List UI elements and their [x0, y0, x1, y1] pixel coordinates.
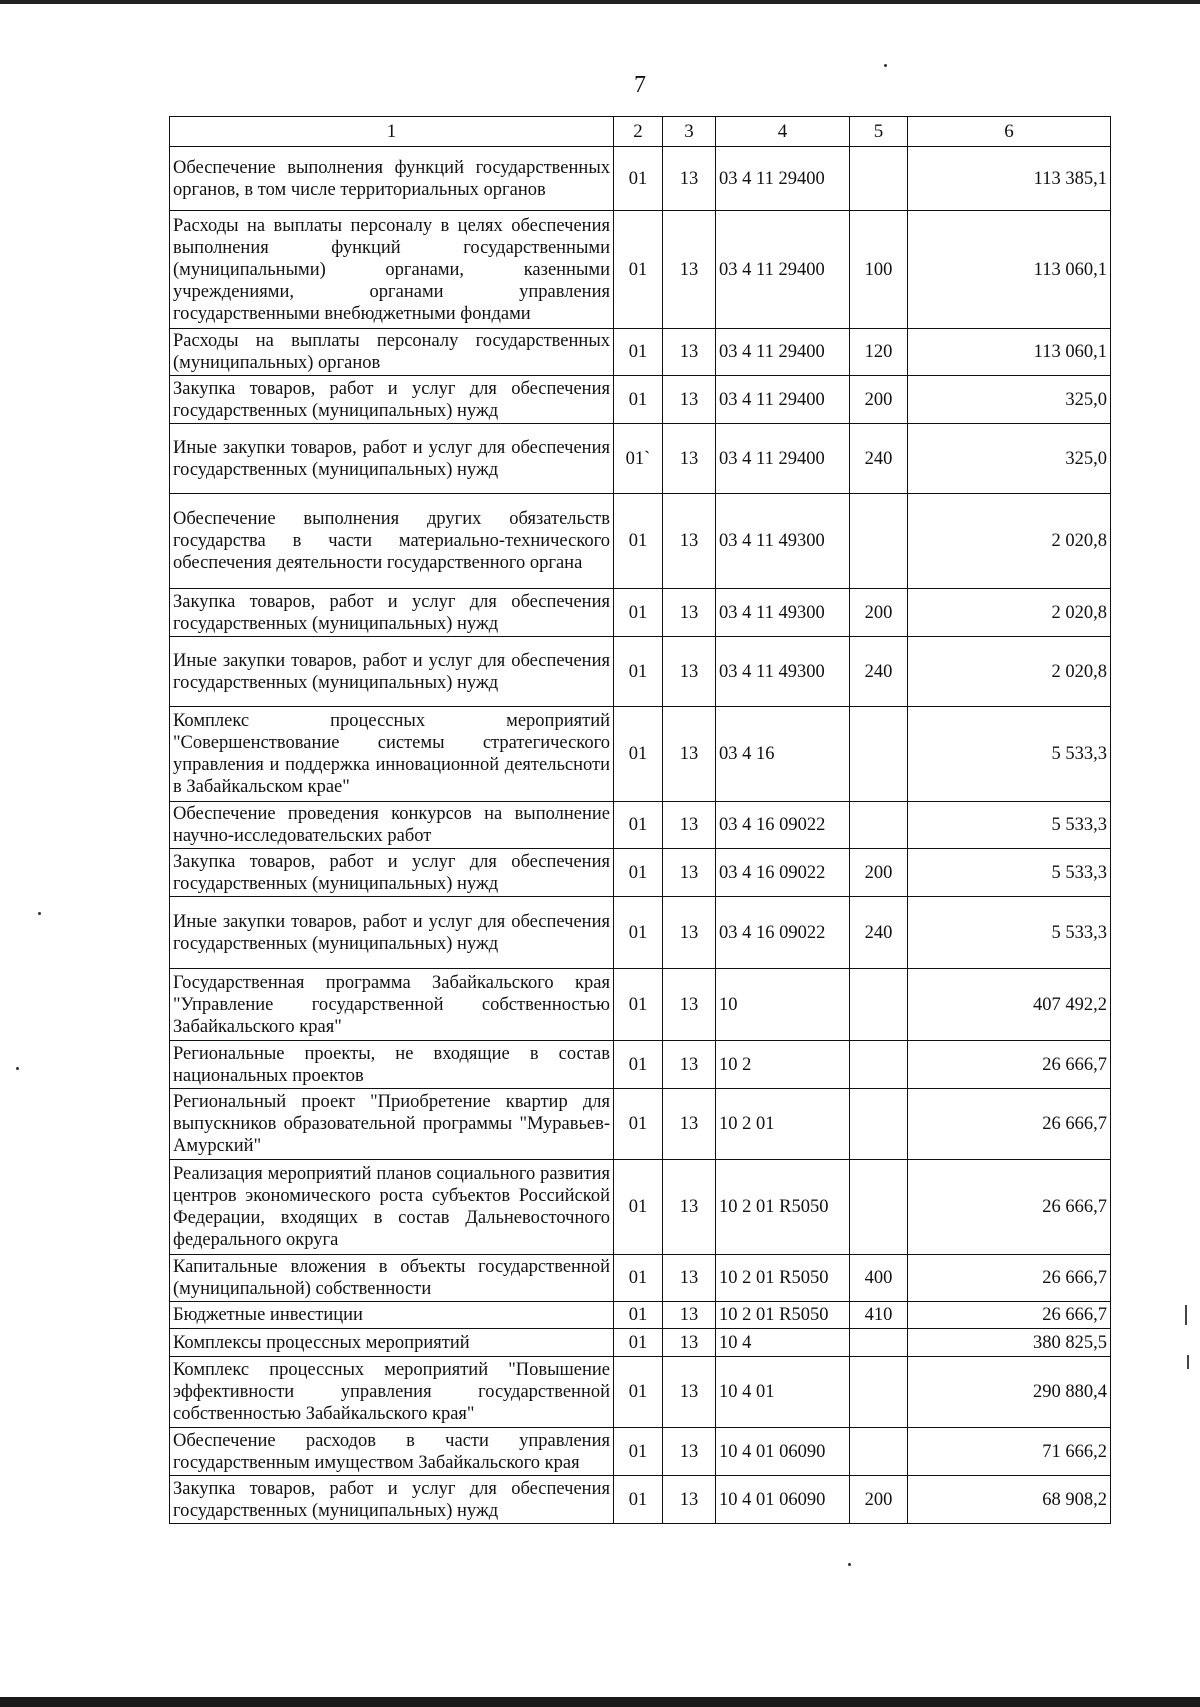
expense-type-code	[850, 147, 908, 211]
amount: 2 020,8	[908, 494, 1111, 589]
header-col-4: 4	[716, 117, 850, 147]
subsection-code: 13	[663, 1160, 716, 1255]
amount: 68 908,2	[908, 1476, 1111, 1524]
subsection-code: 13	[663, 707, 716, 802]
table-row	[170, 637, 1111, 707]
section-code: 01	[614, 637, 663, 707]
expense-name: Региональный проект "Приобретение квартир для выпускников образовательной программы "Муравьев-Амурский"	[170, 1089, 614, 1160]
target-article-code: 10 4 01	[716, 1357, 850, 1428]
expense-type-code: 200	[850, 849, 908, 897]
subsection-code: 13	[663, 1089, 716, 1160]
section-code: 01	[614, 1357, 663, 1428]
expense-type-code	[850, 969, 908, 1041]
table-row	[170, 1357, 1111, 1428]
scan-top-edge	[0, 0, 1200, 4]
section-code: 01	[614, 707, 663, 802]
expense-type-code	[850, 1357, 908, 1428]
target-article-code: 03 4 11 29400	[716, 329, 850, 376]
target-article-code: 03 4 11 49300	[716, 494, 850, 589]
header-col-2: 2	[614, 117, 663, 147]
target-article-code: 03 4 11 29400	[716, 211, 850, 329]
amount: 113 385,1	[908, 147, 1111, 211]
scan-speck	[884, 64, 887, 67]
table-row	[170, 1329, 1111, 1357]
table-row	[170, 147, 1111, 211]
section-code: 01	[614, 1428, 663, 1476]
expense-name: Обеспечение выполнения функций государственных органов, в том числе территориальных органов	[170, 147, 614, 211]
subsection-code: 13	[663, 1329, 716, 1357]
scan-speck	[16, 1067, 19, 1070]
target-article-code: 03 4 11 49300	[716, 589, 850, 637]
expense-type-code	[850, 707, 908, 802]
section-code: 01	[614, 1329, 663, 1357]
expense-name: Расходы на выплаты персоналу в целях обеспечения выполнения функций государственными (муниципальными) органами, казенными учреждениями, органами управления государственными внебюджетными фондами	[170, 211, 614, 329]
scan-edge-mark	[1187, 1355, 1189, 1369]
expense-name: Капитальные вложения в объекты государственной (муниципальной) собственности	[170, 1255, 614, 1302]
target-article-code: 10 2 01	[716, 1089, 850, 1160]
table-row	[170, 1160, 1111, 1255]
section-code: 01	[614, 969, 663, 1041]
subsection-code: 13	[663, 494, 716, 589]
section-code: 01	[614, 1160, 663, 1255]
expense-type-code	[850, 1428, 908, 1476]
table-row	[170, 494, 1111, 589]
expense-name: Закупка товаров, работ и услуг для обеспечения государственных (муниципальных) нужд	[170, 376, 614, 424]
amount: 113 060,1	[908, 329, 1111, 376]
table-row	[170, 1428, 1111, 1476]
expense-type-code	[850, 494, 908, 589]
expense-type-code: 100	[850, 211, 908, 329]
expense-name: Обеспечение расходов в части управления государственным имуществом Забайкальского края	[170, 1428, 614, 1476]
expense-type-code: 240	[850, 637, 908, 707]
amount: 407 492,2	[908, 969, 1111, 1041]
section-code: 01	[614, 1476, 663, 1524]
amount: 71 666,2	[908, 1428, 1111, 1476]
expense-type-code: 120	[850, 329, 908, 376]
table-row	[170, 1302, 1111, 1329]
expense-name: Закупка товаров, работ и услуг для обеспечения государственных (муниципальных) нужд	[170, 589, 614, 637]
amount: 325,0	[908, 376, 1111, 424]
subsection-code: 13	[663, 1357, 716, 1428]
subsection-code: 13	[663, 849, 716, 897]
subsection-code: 13	[663, 329, 716, 376]
section-code: 01	[614, 589, 663, 637]
table-row	[170, 589, 1111, 637]
subsection-code: 13	[663, 424, 716, 494]
expense-name: Комплекс процессных мероприятий "Совершенствование системы стратегического управления и поддержка инновационной деятельсноти в Забайкальском крае"	[170, 707, 614, 802]
header-col-3: 3	[663, 117, 716, 147]
section-code: 01	[614, 897, 663, 969]
table-row	[170, 1089, 1111, 1160]
expense-name: Закупка товаров, работ и услуг для обеспечения государственных (муниципальных) нужд	[170, 849, 614, 897]
subsection-code: 13	[663, 211, 716, 329]
subsection-code: 13	[663, 1302, 716, 1329]
expense-type-code	[850, 1041, 908, 1089]
section-code: 01	[614, 376, 663, 424]
amount: 2 020,8	[908, 637, 1111, 707]
target-article-code: 10 4 01 06090	[716, 1428, 850, 1476]
subsection-code: 13	[663, 637, 716, 707]
expense-name: Комплекс процессных мероприятий "Повышение эффективности управления государственной собственностью Забайкальского края"	[170, 1357, 614, 1428]
amount: 5 533,3	[908, 897, 1111, 969]
subsection-code: 13	[663, 1255, 716, 1302]
expense-name: Расходы на выплаты персоналу государственных (муниципальных) органов	[170, 329, 614, 376]
expense-type-code: 200	[850, 589, 908, 637]
section-code: 01	[614, 849, 663, 897]
scan-edge-mark	[1185, 1305, 1187, 1325]
target-article-code: 03 4 11 29400	[716, 147, 850, 211]
target-article-code: 03 4 16	[716, 707, 850, 802]
target-article-code: 03 4 11 49300	[716, 637, 850, 707]
subsection-code: 13	[663, 589, 716, 637]
target-article-code: 03 4 16 09022	[716, 849, 850, 897]
target-article-code: 10 4	[716, 1329, 850, 1357]
table-row	[170, 376, 1111, 424]
expense-type-code	[850, 1160, 908, 1255]
section-code: 01	[614, 329, 663, 376]
section-code: 01	[614, 1041, 663, 1089]
amount: 26 666,7	[908, 1089, 1111, 1160]
expense-type-code: 410	[850, 1302, 908, 1329]
amount: 325,0	[908, 424, 1111, 494]
subsection-code: 13	[663, 969, 716, 1041]
expense-type-code: 240	[850, 424, 908, 494]
amount: 380 825,5	[908, 1329, 1111, 1357]
subsection-code: 13	[663, 376, 716, 424]
target-article-code: 10 2 01 R5050	[716, 1255, 850, 1302]
table-header-row	[170, 117, 1111, 147]
table-row	[170, 969, 1111, 1041]
expense-type-code	[850, 802, 908, 849]
table-row	[170, 1041, 1111, 1089]
table-row	[170, 1476, 1111, 1524]
section-code: 01	[614, 1089, 663, 1160]
target-article-code: 03 4 11 29400	[716, 424, 850, 494]
amount: 26 666,7	[908, 1041, 1111, 1089]
header-col-1: 1	[170, 117, 614, 147]
target-article-code: 10 4 01 06090	[716, 1476, 850, 1524]
scan-bottom-edge	[0, 1697, 1200, 1707]
expense-name: Закупка товаров, работ и услуг для обеспечения государственных (муниципальных) нужд	[170, 1476, 614, 1524]
subsection-code: 13	[663, 1476, 716, 1524]
expense-name: Иные закупки товаров, работ и услуг для обеспечения государственных (муниципальных) нужд	[170, 424, 614, 494]
section-code: 01	[614, 1302, 663, 1329]
expense-name: Государственная программа Забайкальского края "Управление государственной собственностью Забайкальского края"	[170, 969, 614, 1041]
expense-type-code: 400	[850, 1255, 908, 1302]
expense-type-code: 200	[850, 1476, 908, 1524]
amount: 5 533,3	[908, 802, 1111, 849]
expense-name: Бюджетные инвестиции	[170, 1302, 614, 1329]
table-row	[170, 1255, 1111, 1302]
target-article-code: 03 4 11 29400	[716, 376, 850, 424]
subsection-code: 13	[663, 147, 716, 211]
section-code: 01`	[614, 424, 663, 494]
expense-name: Региональные проекты, не входящие в состав национальных проектов	[170, 1041, 614, 1089]
section-code: 01	[614, 802, 663, 849]
scan-speck	[848, 1563, 851, 1566]
budget-table	[169, 116, 1111, 1524]
expense-name: Комплексы процессных мероприятий	[170, 1329, 614, 1357]
section-code: 01	[614, 494, 663, 589]
amount: 26 666,7	[908, 1302, 1111, 1329]
amount: 113 060,1	[908, 211, 1111, 329]
table-row	[170, 424, 1111, 494]
scan-speck	[38, 912, 41, 915]
table-row	[170, 707, 1111, 802]
table-row	[170, 802, 1111, 849]
subsection-code: 13	[663, 1041, 716, 1089]
amount: 5 533,3	[908, 849, 1111, 897]
expense-name: Реализация мероприятий планов социального развития центров экономического роста субъектов Российской Федерации, входящих в состав Дальневосточного федерального округа	[170, 1160, 614, 1255]
subsection-code: 13	[663, 1428, 716, 1476]
target-article-code: 03 4 16 09022	[716, 897, 850, 969]
expense-type-code	[850, 1089, 908, 1160]
target-article-code: 10 2 01 R5050	[716, 1302, 850, 1329]
expense-name: Обеспечение проведения конкурсов на выполнение научно-исследовательских работ	[170, 802, 614, 849]
table-row	[170, 849, 1111, 897]
expense-name: Обеспечение выполнения других обязательств государства в части материально-технического обеспечения деятельности государственного органа	[170, 494, 614, 589]
section-code: 01	[614, 1255, 663, 1302]
section-code: 01	[614, 147, 663, 211]
header-col-6: 6	[908, 117, 1111, 147]
table-row	[170, 897, 1111, 969]
target-article-code: 10	[716, 969, 850, 1041]
table-row	[170, 211, 1111, 329]
amount: 5 533,3	[908, 707, 1111, 802]
table-row	[170, 329, 1111, 376]
amount: 26 666,7	[908, 1160, 1111, 1255]
target-article-code: 10 2	[716, 1041, 850, 1089]
page-number: 7	[634, 72, 646, 98]
subsection-code: 13	[663, 802, 716, 849]
expense-name: Иные закупки товаров, работ и услуг для обеспечения государственных (муниципальных) нужд	[170, 897, 614, 969]
target-article-code: 03 4 16 09022	[716, 802, 850, 849]
amount: 2 020,8	[908, 589, 1111, 637]
expense-type-code	[850, 1329, 908, 1357]
subsection-code: 13	[663, 897, 716, 969]
header-col-5: 5	[850, 117, 908, 147]
target-article-code: 10 2 01 R5050	[716, 1160, 850, 1255]
expense-type-code: 200	[850, 376, 908, 424]
expense-name: Иные закупки товаров, работ и услуг для обеспечения государственных (муниципальных) нужд	[170, 637, 614, 707]
expense-type-code: 240	[850, 897, 908, 969]
amount: 26 666,7	[908, 1255, 1111, 1302]
amount: 290 880,4	[908, 1357, 1111, 1428]
section-code: 01	[614, 211, 663, 329]
